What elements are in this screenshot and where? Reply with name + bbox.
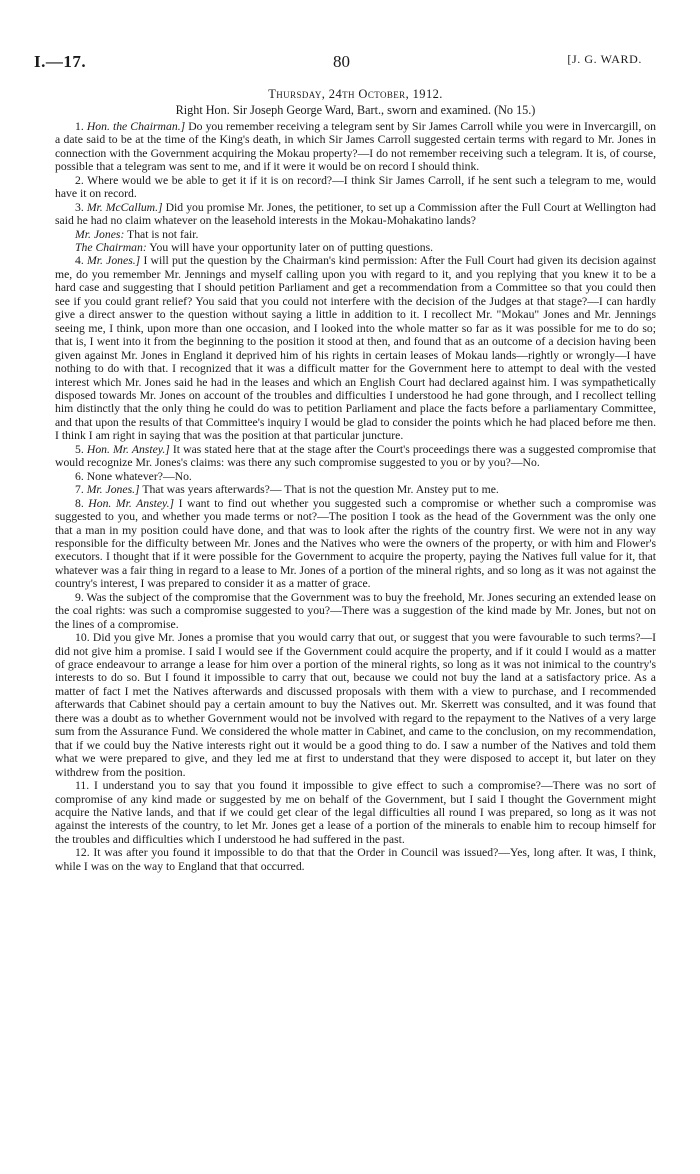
testimony-text: Did you promise Mr. Jones, the petitioner, to set up a Commission after the Full Court at Wellington had said he had no claim whatever on the leasehold interests in the Mokau-Mohakatino lands?	[55, 200, 656, 228]
testimony-paragraph	[55, 631, 656, 779]
testimony-paragraph	[55, 254, 656, 442]
testimony-paragraph	[55, 483, 656, 496]
dateline-text: Thursday, 24th October, 1912.	[268, 87, 443, 101]
testimony-paragraph	[55, 470, 656, 483]
testimony-paragraph	[55, 174, 656, 201]
question-number: 5.	[75, 442, 84, 456]
speaker-name: Hon. Mr. Anstey.]	[88, 496, 175, 510]
testimony-paragraph	[55, 846, 656, 873]
question-number: 2.	[75, 173, 84, 187]
testimony-paragraph	[55, 497, 656, 591]
testimony-text: It was after you found it impossible to do that that the Order in Council was issued?—Yes, long after. It was, I think, while I was on the way to England that that occurred.	[55, 846, 657, 873]
testimony-text: Was the subject of the compromise that the Government was to buy the freehold, Mr. Jones securing an extended lease on the coal rights: was such a compromise suggested to you?—There was a suggestion of the kind made by Mr. Jones, but not on the lines of a compromise.	[55, 590, 656, 631]
question-number: 6.	[75, 469, 84, 483]
speaker-name: Hon. the Chairman.]	[86, 119, 186, 133]
witness-header: [J. G. WARD.	[567, 52, 642, 66]
testimony-text: That was years afterwards?— That is not the question Mr. Anstey put to me.	[139, 483, 499, 497]
testimony-text: That is not fair.	[124, 227, 199, 241]
testimony-paragraphs	[55, 120, 656, 873]
testimony-text: You will have your opportunity later on of putting questions.	[146, 240, 434, 254]
paper-reference: I.—17.	[34, 52, 87, 71]
testimony-paragraph	[55, 591, 656, 631]
question-number: 10.	[75, 631, 90, 645]
testimony-paragraph	[55, 228, 656, 241]
testimony-text: Did you give Mr. Jones a promise that you would carry that out, or suggest that you were favourable to such terms?—I did not give him a promise. I said I would see if the Government could acquire the property, and if it could I would as a matter of grace endeavour to arrange a lease for him over a portion of the mineral rights, so long as it was not inimical to the country's interests to do so. But I found it impossible to carry that out, because we could not buy the land at a satisfactory price. As a matter of fact I met the Natives afterwards and discussed proposals with them with a view to purchase, and I recommended afterwards that Cabinet should pay a certain amount to buy the Natives out. Mr. Skerrett was consulted, and it was found that there was a doubt as to whether Government would not be involved with regard to the repayment to the Natives of a very large sum from the Assurance Fund. We considered the whole matter in Cabinet, and came to the conclusion, on my recommendation, that if we could buy the Native interests right out it would be a good thing to do. I saw a number of the Natives and told them what we were prepared to give, and they led me at first to understand that they were disposed to accept it, but later on they withdrew from the position.	[55, 631, 657, 779]
speaker-name: Mr. Jones:	[75, 227, 125, 241]
testimony-text: I want to find out whether you suggested such a compromise or whether such a compromise was suggested to you, and whether you made terms or not?—The position I took as the head of the Government was the only one that a man in my position could have done, and that was to look after the rights of the country first. We were not in any way responsible for the difficulty between Mr. Jones and the Natives who were the owners of the property, or with him and Flower's executors. I thought that if it were possible for the Government to acquire the property, paying the Natives full value for it, that whatever was a fair thing in regard to a lease to Mr. Jones of a portion of the mineral rights, and so long as it was not against the country's interest, I was prepared to consider it as a matter of grace.	[55, 496, 657, 591]
witness-intro: Right Hon. Sir Joseph George Ward, Bart., sworn and examined. (No 15.)	[175, 103, 536, 118]
dateline	[55, 88, 656, 101]
testimony-text: Where would we be able to get it if it is on record?—I think Sir James Carroll, if he sent such a telegram to me, would have it on record.	[55, 173, 656, 201]
question-number: 8.	[75, 496, 84, 510]
testimony-paragraph	[55, 443, 656, 470]
testimony-text: It was stated here that at the stage after the Court's proceedings there was a suggested compromise that would recognize Mr. Jones's claims: was there any such compromise suggested to you or by you?—No.	[55, 442, 656, 470]
page-number: 80	[333, 52, 350, 71]
speaker-name: Mr. McCallum.]	[86, 200, 163, 214]
question-number: 11.	[75, 779, 90, 793]
question-number: 1.	[75, 119, 84, 133]
speaker-name: Hon. Mr. Anstey.]	[86, 442, 170, 456]
document-body	[55, 88, 656, 873]
question-number: 9.	[75, 590, 84, 604]
question-number: 12.	[75, 846, 90, 860]
testimony-text: I will put the question by the Chairman's kind permission: After the Full Court had given its decision against me, do you remember Mr. Jennings and myself calling upon you with regard to it, and you replying that you knew it to be a hard case and suggesting that I should petition Parliament and get a recommendation from a Committee so that you could then see if you could grant relief? You said that you could not interfere with the decision of the Judges at that stage?—I can hardly give a direct answer to the question without saying a little in addition to it. I recollect Mr. "Mokau" Jones and Mr. Jennings seeing me, I think, upon more than one occasion, and I looked into the whole matter so far as it was possible for me to do so; that is, I went into it from the beginning to the position it stood at then, and found that as an outcome of a decision having been given against Mr. Jones in England it deprived him of his rights in certain leases of Mokau lands—rightly or wrongly—I have nothing to do with that. I recognized that it was a difficult matter for the Government here to attempt to deal with the vested interest which Mr. Jones said he had in the leases and which an English Court had declared against him. I was sympathetically disposed towards Mr. Jones on account of the troubles and difficulties I understood he had gone through, and I recollect telling him distinctly that the only thing he could do was to petition Parliament and place the facts before a parliamentary Committee, and that upon the results of that Committee's inquiry I would be glad to consider the points which he had placed before me then. I think I am right in saying that was the position at that particular juncture.	[55, 254, 657, 443]
testimony-paragraph	[55, 120, 656, 174]
testimony-text: I understand you to say that you found it impossible to give effect to such a compromise?—There was no sort of compromise of any kind made or suggested by me on behalf of the Government, but I said I thought the Government might acquire the Native lands, and that if we could get clear of the legal difficulties all round I was prepared, so long as it was not against the interests of the country, to let Mr. Jones get a lease of a portion of the minerals to enable him to recoup himself for the troubles and difficulties which I understood he had suffered in the past.	[55, 779, 657, 846]
question-number: 7.	[75, 483, 84, 497]
testimony-text: Do you remember receiving a telegram sent by Sir James Carroll while you were in Invercargill, on a date said to be at the time of the King's death, in which Sir James Carroll suggested certain terms with regard to Mr. Jones in connection with the Government acquiring the Mokau property?—I do not remember receiving such a telegram. It is, of course, possible that a telegram was sent to me, and if it were it would be on record I should think.	[55, 119, 656, 174]
question-number: 4.	[75, 254, 84, 268]
speaker-name: The Chairman:	[75, 240, 147, 254]
testimony-paragraph	[55, 241, 656, 254]
testimony-paragraph	[55, 201, 656, 228]
testimony-text: None whatever?—No.	[86, 469, 192, 483]
speaker-name: Mr. Jones.]	[86, 483, 140, 497]
question-number: 3.	[75, 200, 84, 214]
speaker-name: Mr. Jones.]	[87, 254, 141, 268]
testimony-paragraph	[55, 779, 656, 846]
